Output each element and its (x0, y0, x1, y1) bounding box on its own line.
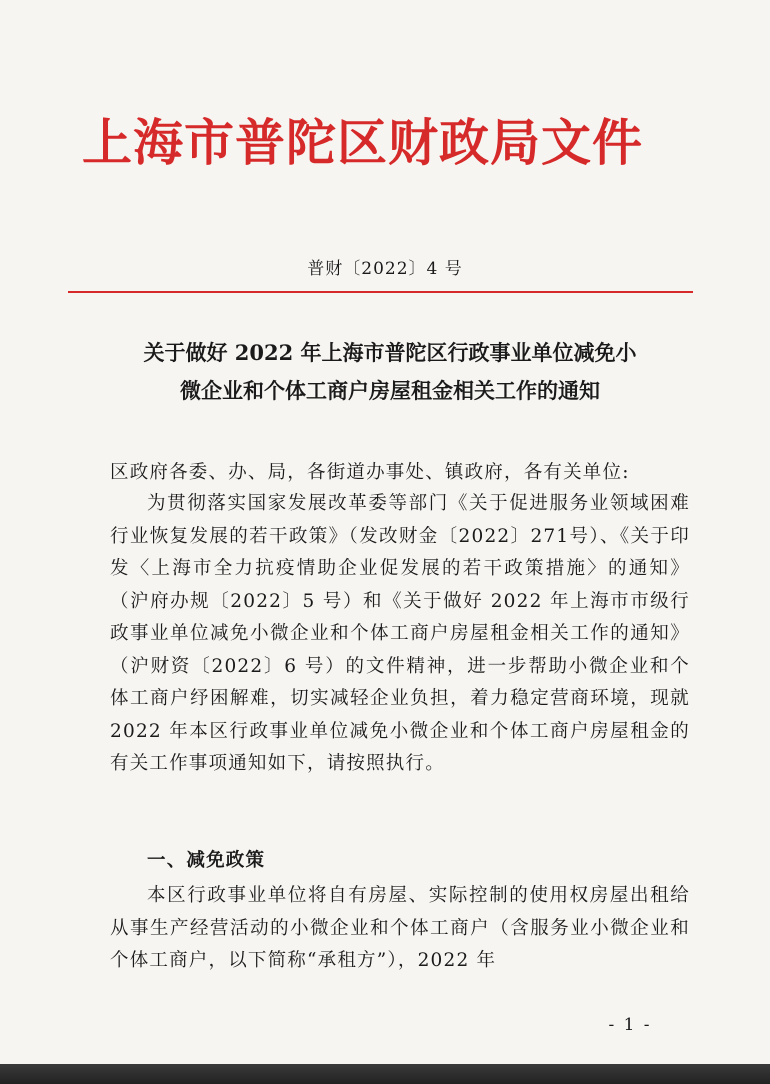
page-number: - 1 - (608, 1015, 652, 1035)
paragraph-2: 本区行政事业单位将自有房屋、实际控制的使用权房屋出租给从事生产经营活动的小微企业和个体工商户（含服务业小微企业和个体工商户，以下简称“承租方”），2022 年 (110, 885, 690, 971)
notice-title-line-2: 微企业和个体工商户房屋租金相关工作的通知 (180, 378, 600, 403)
section-heading-reduction-policy: 一、减免政策 (147, 850, 266, 871)
paragraph-1: 为贯彻落实国家发展改革委等部门《关于促进服务业领域困难行业恢复发展的若干政策》（发改财金〔2022〕271号）、《关于印发〈上海市全力抗疫情助企业促发展的若干政策措施〉的通知》（沪府办规〔2022〕5 号）和《关于做好 2022 年上海市市级行政事业单位减免小微企业和个体工商户房屋租金相关工作的通知》（沪财资〔2022〕6 号）的文件精神，进一步帮助小微企业和个体工商户纾困解难，切实减轻企业负担，着力稳定营商环境，现就 2022 年本区行政事业单位减免小微企业和个体工商户房屋租金的有关工作事项通知如下，请按照执行。 (110, 493, 690, 774)
document-number: 普财〔2022〕4 号 (307, 259, 463, 279)
red-divider-line (68, 291, 693, 293)
header-title: 上海市普陀区财政局文件 (82, 113, 643, 172)
addressee: 区政府各委、办、局，各街道办事处、镇政府，各有关单位: (110, 462, 630, 483)
scan-bottom-edge (0, 1064, 770, 1084)
notice-title (100, 334, 680, 410)
notice-title-line-1: 关于做好 2022 年上海市普陀区行政事业单位减免小 (143, 340, 637, 365)
